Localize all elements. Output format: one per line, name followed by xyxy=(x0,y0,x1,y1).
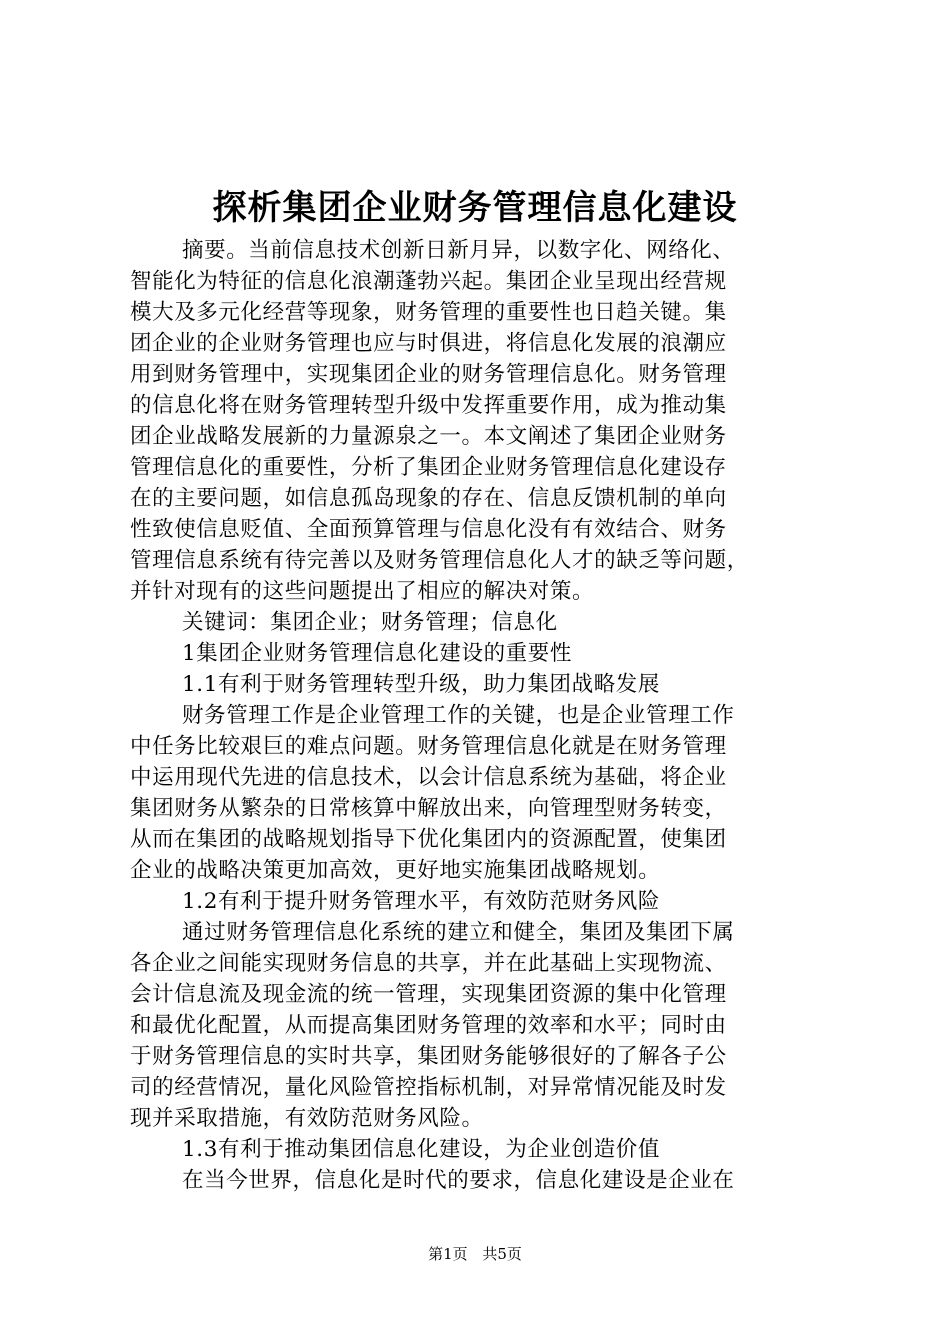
text-line: 在的主要问题，如信息孤岛现象的存在、信息反馈机制的单向 xyxy=(130,486,727,511)
text-line: 司的经营情况，量化风险管控指标机制，对异常情况能及时发 xyxy=(130,1075,727,1100)
text-line: 摘要。当前信息技术创新日新月异，以数字化、网络化、 xyxy=(182,238,735,263)
text-line: 管理信息化的重要性，分析了集团企业财务管理信息化建设存 xyxy=(130,455,727,480)
text-line: 现并采取措施，有效防范财务风险。 xyxy=(130,1106,484,1131)
text-line: 管理信息系统有待完善以及财务管理信息化人才的缺乏等问题， xyxy=(130,548,749,573)
text-line: 性致使信息贬值、全面预算管理与信息化没有有效结合、财务 xyxy=(130,517,727,542)
text-line: 财务管理工作是企业管理工作的关键，也是企业管理工作 xyxy=(182,703,735,728)
page-total: 共5页 xyxy=(482,1245,522,1263)
text-line: 于财务管理信息的实时共享，集团财务能够很好的了解各子公 xyxy=(130,1044,727,1069)
text-line: 1.3有利于推动集团信息化建设，为企业创造价值 xyxy=(182,1137,660,1162)
text-line: 1.2有利于提升财务管理水平，有效防范财务风险 xyxy=(182,889,660,914)
text-line: 智能化为特征的信息化浪潮蓬勃兴起。集团企业呈现出经营规 xyxy=(130,269,727,294)
page-number: 第1页 xyxy=(428,1245,468,1263)
text-line: 和最优化配置，从而提高集团财务管理的效率和水平；同时由 xyxy=(130,1013,727,1038)
text-line: 团企业的企业财务管理也应与时俱进，将信息化发展的浪潮应 xyxy=(130,331,727,356)
text-line: 团企业战略发展新的力量源泉之一。本文阐述了集团企业财务 xyxy=(130,424,727,449)
document-body xyxy=(130,235,842,1196)
page-footer xyxy=(0,1243,950,1265)
text-line: 1集团企业财务管理信息化建设的重要性 xyxy=(182,641,572,666)
document-title: 探析集团企业财务管理信息化建设 xyxy=(212,188,738,228)
text-line: 在当今世界，信息化是时代的要求，信息化建设是企业在 xyxy=(182,1168,735,1193)
text-line: 各企业之间能实现财务信息的共享，并在此基础上实现物流、 xyxy=(130,951,727,976)
text-line: 企业的战略决策更加高效，更好地实施集团战略规划。 xyxy=(130,858,661,883)
text-line: 的信息化将在财务管理转型升级中发挥重要作用，成为推动集 xyxy=(130,393,727,418)
text-line: 1.1有利于财务管理转型升级，助力集团战略发展 xyxy=(182,672,660,697)
text-line: 从而在集团的战略规划指导下优化集团内的资源配置，使集团 xyxy=(130,827,727,852)
text-line: 会计信息流及现金流的统一管理，实现集团资源的集中化管理 xyxy=(130,982,727,1007)
text-line: 用到财务管理中，实现集团企业的财务管理信息化。财务管理 xyxy=(130,362,727,387)
text-line: 关键词：集团企业；财务管理；信息化 xyxy=(182,610,558,635)
text-line: 中任务比较艰巨的难点问题。财务管理信息化就是在财务管理 xyxy=(130,734,727,759)
text-line: 中运用现代先进的信息技术，以会计信息系统为基础，将企业 xyxy=(130,765,727,790)
text-line: 集团财务从繁杂的日常核算中解放出来，向管理型财务转变， xyxy=(130,796,727,821)
text-line: 并针对现有的这些问题提出了相应的解决对策。 xyxy=(130,579,595,604)
text-line: 通过财务管理信息化系统的建立和健全，集团及集团下属 xyxy=(182,920,735,945)
text-line: 模大及多元化经营等现象，财务管理的重要性也日趋关键。集 xyxy=(130,300,727,325)
